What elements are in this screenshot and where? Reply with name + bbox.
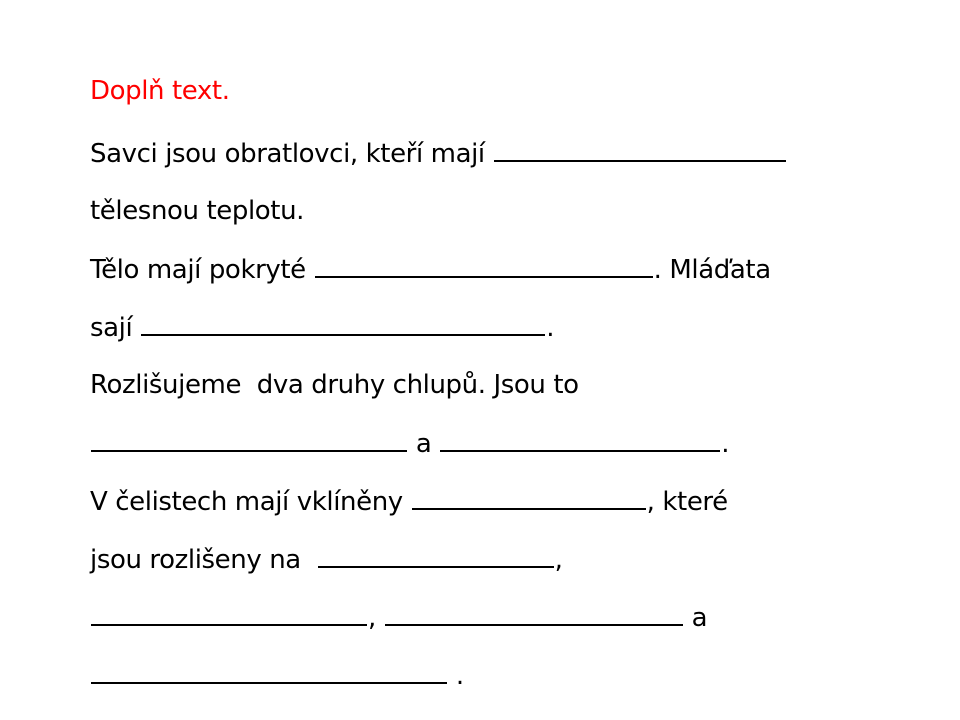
text-segment: a <box>408 429 440 459</box>
text-segment: sají <box>90 313 141 343</box>
text-segment: . Mláďata <box>653 255 771 285</box>
text-segment: a <box>683 603 708 633</box>
text-segment: tělesnou teplotu. <box>90 196 305 226</box>
blank-tooth-type-1[interactable] <box>318 544 554 568</box>
sentence-line-7 <box>90 486 728 517</box>
blank-tooth-type-3[interactable] <box>385 602 683 626</box>
blank-suckle[interactable] <box>141 312 545 336</box>
text-segment: Savci jsou obratlovci, kteří mají <box>90 139 493 169</box>
text-segment: . <box>546 313 555 343</box>
blank-hair-type-1[interactable] <box>91 428 407 452</box>
sentence-line-1 <box>90 138 787 169</box>
blank-tooth-type-4[interactable] <box>91 660 447 684</box>
text-segment: , které <box>646 487 728 517</box>
text-segment: , <box>368 603 384 633</box>
text-segment: V čelistech mají vklíněny <box>90 487 411 517</box>
sentence-line-5 <box>90 370 579 400</box>
text-segment: Tělo mají pokryté <box>90 255 314 285</box>
text-segment: . <box>448 661 464 691</box>
text-segment: jsou rozlišeny na <box>90 545 317 575</box>
blank-body-cover[interactable] <box>315 254 653 278</box>
text-segment: . <box>721 429 730 459</box>
sentence-line-2 <box>90 196 304 226</box>
blank-warm-blooded[interactable] <box>494 138 786 162</box>
sentence-line-6 <box>90 428 729 459</box>
text-segment: Rozlišujeme dva druhy chlupů. Jsou to <box>90 370 579 400</box>
blank-tooth-type-2[interactable] <box>91 602 367 626</box>
sentence-line-9 <box>90 602 707 633</box>
worksheet-title: Doplň text. <box>90 76 230 106</box>
sentence-line-4 <box>90 312 554 343</box>
blank-hair-type-2[interactable] <box>440 428 720 452</box>
blank-teeth[interactable] <box>412 486 646 510</box>
sentence-line-3 <box>90 254 771 285</box>
text-segment: , <box>554 545 563 575</box>
sentence-line-10 <box>90 660 464 691</box>
sentence-line-8 <box>90 544 562 575</box>
